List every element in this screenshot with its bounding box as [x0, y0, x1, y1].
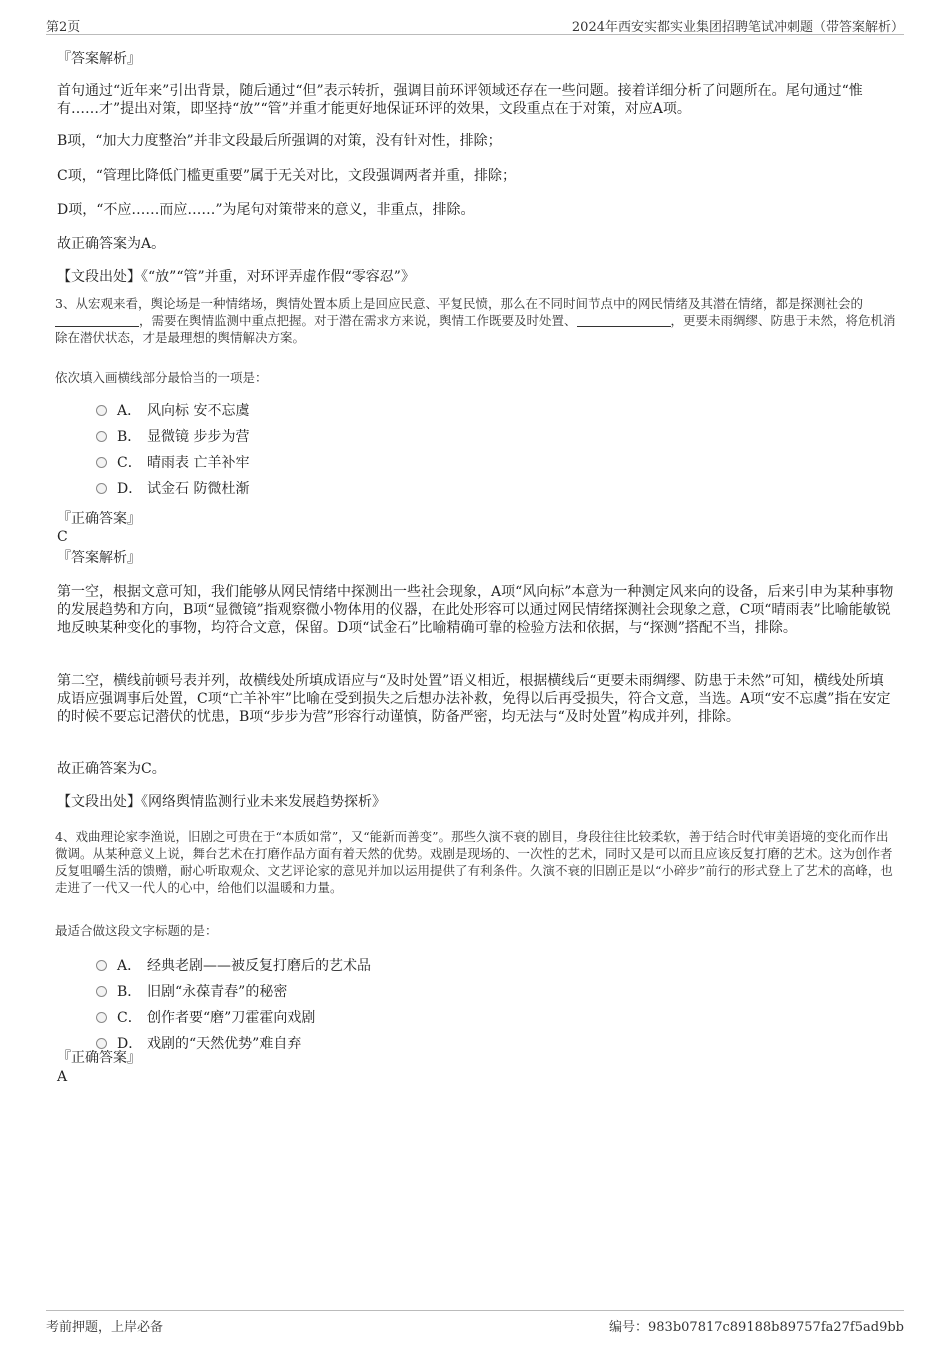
q3-blank-2	[577, 326, 671, 327]
q4-stem: 4、戏曲理论家李渔说，旧剧之可贵在于“本质如常”，又“能新而善变”。那些久演不衰的剧目，身段往往比较柔软，善于结合时代审美语境的变化而作出微调。从某种意义上说，舞台艺术在打磨作品方面有着天然的优势。戏剧是现场的、一次性的艺术，同时又是可以而且应该反复打磨的艺术。这为创作者反复咀嚼生活的馈赠，耐心听取观众、文艺评论家的意见并加以运用提供了有利条件。久演不衰的旧剧正是以“小碎步”前行的形式登上了艺术的高峰，也走进了一代又一代人的心中，给他们以温暖和力量。	[55, 829, 893, 895]
page-header	[46, 14, 904, 35]
q3-answer: C	[57, 529, 68, 545]
radio-icon[interactable]	[96, 483, 107, 494]
q3-answer-label: 『正确答案』	[57, 511, 141, 527]
radio-icon[interactable]	[96, 986, 107, 997]
footer-slogan: 考前押题，上岸必备	[46, 1320, 164, 1335]
q3-source: 【文段出处】《网络舆情监测行业未来发展趋势探析》	[57, 794, 386, 810]
radio-icon[interactable]	[96, 457, 107, 468]
document-id: 编号：983b07817c89188b89757fa27f5ad9bb	[609, 1320, 904, 1335]
q3-analysis-p2: 第二空，横线前顿号表并列，故横线处所填成语应与“及时处置”语义相近，根据横线后“更要未雨绸缪、防患于未然”可知，横线处所填成语应强调事后处置，C项“亡羊补牢”比喻在受到损失之后想办法补救，免得以后再受损失，符合文意，当选。A项“安不忘虞”指在安定的时候不要忘记潜伏的忧患，B项“步步为营”形容行动谨慎，防备严密，均无法与“及时处置”构成并列，排除。	[57, 673, 891, 725]
q2-conclusion: 故正确答案为A。	[57, 236, 166, 252]
q4-prompt: 最适合做这段文字标题的是：	[55, 923, 218, 938]
radio-icon[interactable]	[96, 960, 107, 971]
q3-stem	[55, 295, 897, 346]
q2-analysis-p2: B项，“加大力度整治”并非文段最后所强调的对策，没有针对性，排除；	[57, 133, 502, 149]
document-title: 2024年西安实都实业集团招聘笔试冲刺题（带答案解析）	[571, 20, 904, 35]
q3-analysis-p1: 第一空，根据文意可知，我们能够从网民情绪中探测出一些社会现象，A项“风向标”本意为一种测定风来向的设备，后来引申为某种事物的发展趋势和方向，B项“显微镜”指观察微小物体用的仪器，在此处形容可以通过网民情绪探测社会现象之意，C项“晴雨表”比喻能敏锐地反映某种变化的事物，均符合文意，保留。D项“试金石”比喻精确可靠的检验方法和依据，与“探测”搭配不当，排除。	[57, 584, 894, 636]
q2-analysis-p4: D项，“不应……而应……”为尾句对策带来的意义，非重点，排除。	[57, 202, 475, 218]
radio-icon[interactable]	[96, 1012, 107, 1023]
q4-option-a[interactable]: A． 经典老剧——被反复打磨后的艺术品	[96, 956, 371, 976]
q3-conclusion: 故正确答案为C。	[57, 761, 166, 777]
q2-source: 【文段出处】《“放”“管”并重，对环评弄虚作假“零容忍”》	[57, 269, 415, 285]
q3-option-d[interactable]: D． 试金石 防微杜渐	[96, 479, 249, 499]
q3-analysis-label: 『答案解析』	[57, 550, 141, 566]
q3-option-a[interactable]: A． 风向标 安不忘虞	[96, 401, 249, 421]
q3-stem-part-a: 3、从宏观来看，舆论场是一种情绪场，舆情处置本质上是回应民意、平复民愤，那么在不同时间节点中的网民情绪及其潜在情绪，都是探测社会的	[55, 296, 863, 311]
q2-analysis-p1: 首句通过“近年来”引出背景，随后通过“但”表示转折，强调目前环评领域还存在一些问题。接着详细分析了问题所在。尾句通过“惟有……才”提出对策，即坚持“放”“管”并重才能更好地保证环评的效果，文段重点在于对策，对应A项。	[57, 83, 863, 117]
page-footer	[46, 1310, 904, 1335]
q3-prompt: 依次填入画横线部分最恰当的一项是：	[55, 370, 268, 385]
radio-icon[interactable]	[96, 1038, 107, 1049]
page-number: 第2页	[46, 20, 81, 35]
q4-answer: A	[57, 1069, 68, 1085]
q4-option-c[interactable]: C． 创作者要“磨”刀霍霍向戏剧	[96, 1008, 315, 1028]
q3-option-b[interactable]: B． 显微镜 步步为营	[96, 427, 249, 447]
q3-option-c[interactable]: C． 晴雨表 亡羊补牢	[96, 453, 249, 473]
radio-icon[interactable]	[96, 431, 107, 442]
q2-analysis-p3: C项，“管理比降低门槛更重要”属于无关对比，文段强调两者并重，排除；	[57, 168, 517, 184]
q2-analysis-label: 『答案解析』	[57, 51, 141, 67]
q4-option-d[interactable]: D． 戏剧的“天然优势”难自弃	[96, 1034, 301, 1054]
radio-icon[interactable]	[96, 405, 107, 416]
q3-stem-part-b: ，需要在舆情监测中重点把握。对于潜在需求方来说，舆情工作既要及时处置、	[139, 313, 577, 328]
q3-stem-part-c: ，更要未雨绸缪、防患于未然，将危机消除在潜伏状态，才是最理想的舆情解决方案。	[55, 313, 896, 345]
q4-answer-label: 『正确答案』	[57, 1050, 141, 1066]
q3-blank-1	[55, 326, 139, 327]
q4-option-b[interactable]: B． 旧剧“永葆青春”的秘密	[96, 982, 287, 1002]
